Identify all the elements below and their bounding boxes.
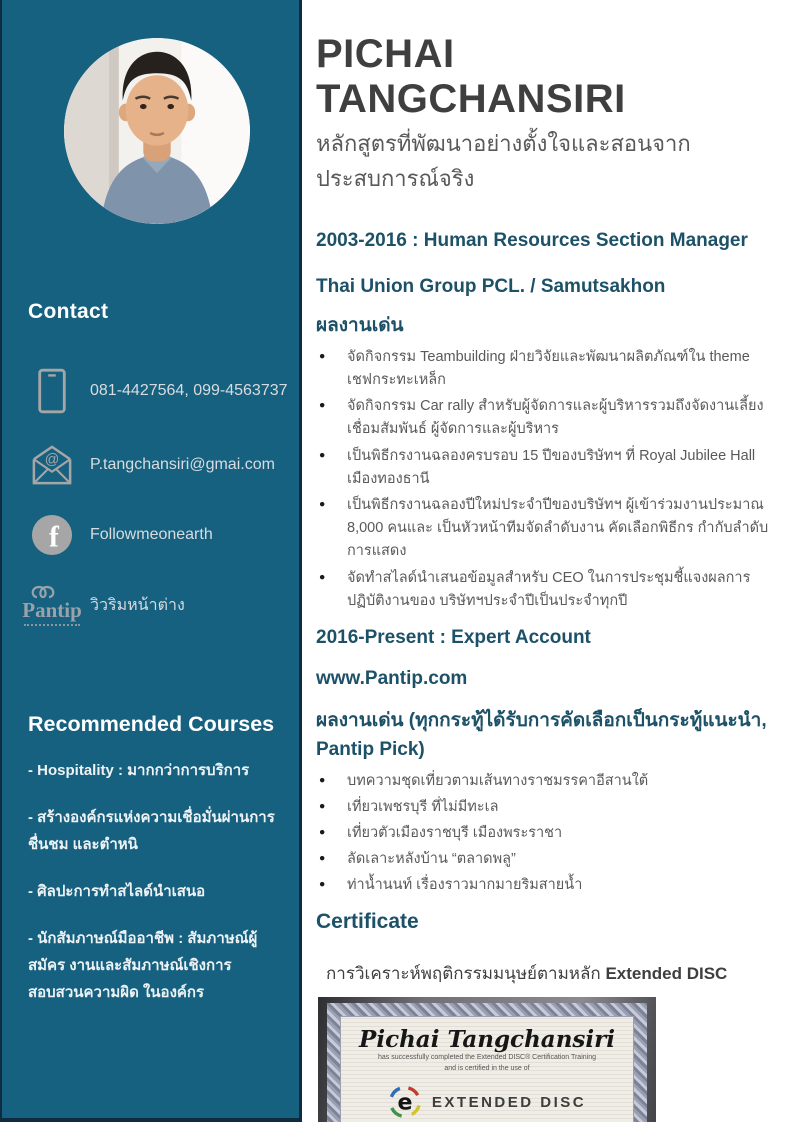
facebook-handle: Followmeonearth bbox=[90, 526, 213, 543]
contact-pantip-row bbox=[22, 584, 299, 626]
facebook-icon bbox=[28, 514, 76, 556]
pantip-logo-word: Pantip bbox=[22, 598, 82, 622]
job2-title: 2016-Present : Expert Account bbox=[316, 626, 591, 648]
contact-phone-row bbox=[28, 366, 299, 416]
job1-company: Thai Union Group PCL. / Samutsakhon bbox=[316, 276, 666, 298]
pantip-logo-tagline bbox=[24, 624, 80, 626]
certificate-recipient-name: Pichai Tangchansiri bbox=[359, 1026, 615, 1054]
pantip-handle: วิวริมหน้าต่าง bbox=[90, 596, 185, 614]
course-item: - Hospitality : มากกว่าการบริการ bbox=[28, 762, 250, 779]
job1-title: 2003-2016 : Human Resources Section Manager bbox=[316, 229, 748, 251]
contact-title: Contact bbox=[28, 300, 109, 323]
email-icon bbox=[28, 444, 76, 486]
bullet-item: ● ท่าน้ำนนท์ เรื่องราวมากมายริมสายน้ำ bbox=[316, 874, 770, 897]
extended-disc-logo-row bbox=[341, 1085, 633, 1119]
bullet-item: ● บทความชุดเที่ยวตามเส้นทางราชมรรคาอีสานใต้ bbox=[316, 770, 770, 793]
bullet-item: ● เป็นพิธีกรงานฉลองครบรอบ 15 ปีของบริษัทฯ ที่ Royal Jubilee Hall เมืองทองธานี bbox=[316, 445, 770, 491]
sidebar bbox=[0, 0, 302, 1122]
course-item: - ศิลปะการทำสไลด์นำเสนอ bbox=[28, 883, 206, 900]
course-item: - สร้างองค์กรแห่งความเชื่อมั่นผ่านการชื่นชม และตำหนิ bbox=[28, 809, 275, 853]
avatar bbox=[64, 38, 250, 224]
profile-photo bbox=[64, 38, 250, 224]
certificate-description-th: การวิเคราะห์พฤติกรรมมนุษย์ตามหลัก bbox=[326, 964, 601, 984]
phone-icon bbox=[28, 366, 76, 416]
certificate-line1: has successfully completed the Extended DISC® Certification Training bbox=[378, 1054, 596, 1062]
courses-title: Recommended Courses bbox=[28, 712, 275, 736]
extended-disc-logo-text: EXTENDED DISC bbox=[431, 1093, 587, 1111]
bullet-item: ● เป็นพิธีกรงานฉลองปีใหม่ประจำปีของบริษัทฯ ผู้เข้าร่วมงานประมาณ 8,000 คนและ เป็นหัวหน้าทีมจัดลำดับงาน คัดเลือกพิธีกร กำกับลำดับการแสดง bbox=[316, 494, 770, 564]
svg-text:e: e bbox=[397, 1089, 413, 1116]
job2-works-label: ผลงานเด่น (ทุกกระทู้ได้รับการคัดเลือกเป็นกระทู้แนะนำ, Pantip Pick) bbox=[316, 709, 767, 761]
bullet-item: ● เที่ยวตัวเมืองราชบุรี เมืองพระราชา bbox=[316, 822, 770, 845]
certificate-image bbox=[318, 997, 656, 1122]
page-title: PICHAI TANGCHANSIRI bbox=[316, 32, 626, 121]
main-content bbox=[302, 0, 794, 1122]
bullet-item: ● เที่ยวเพชรบุรี ที่ไม่มีทะเล bbox=[316, 796, 770, 819]
certificate-description bbox=[326, 960, 770, 987]
svg-text:@: @ bbox=[44, 452, 60, 469]
bullet-item: ● จัดกิจกรรม Car rally สำหรับผู้จัดการและผู้บริหารรวมถึงจัดงานเลี้ยงเชื่อมสัมพันธ์ ผู้จัดการและผู้บริหาร bbox=[316, 395, 770, 441]
certificate-description-en: Extended DISC bbox=[605, 964, 728, 984]
bullet-item: ● จัดทำสไลด์นำเสนอข้อมูลสำหรับ CEO ในการประชุมชี้แจงผลการปฏิบัติงานของ บริษัทฯประจำปีเป็นประจำทุกปี bbox=[316, 567, 770, 613]
svg-text:f: f bbox=[48, 521, 59, 554]
phone-numbers: 081-4427564, 099-4563737 bbox=[90, 382, 288, 399]
course-item: - นักสัมภาษณ์มืออาชีพ : สัมภาษณ์ผู้สมัคร งานและสัมภาษณ์เชิงการสอบสวนความผิด ในองค์กร bbox=[28, 930, 258, 1001]
contact-facebook-row bbox=[28, 514, 299, 556]
email-address: P.tangchansiri@gmai.com bbox=[90, 456, 275, 473]
bullet-item: ● จัดกิจกรรม Teambuilding ฝ่ายวิจัยและพัฒนาผลิตภัณฑ์ใน theme เชฟกระทะเหล็ก bbox=[316, 346, 770, 392]
contact-email-row bbox=[28, 444, 299, 486]
certificate-ornate-border bbox=[327, 1003, 647, 1122]
tagline: หลักสูตรที่พัฒนาอย่างตั้งใจและสอนจากประสบการณ์จริง bbox=[316, 130, 691, 191]
job1-works-label: ผลงานเด่น bbox=[316, 315, 404, 337]
job2-bullet-list bbox=[316, 770, 770, 898]
extended-disc-logo-icon bbox=[388, 1085, 422, 1119]
job2-site: www.Pantip.com bbox=[316, 668, 468, 690]
certificate-line2: and is certified in the use of bbox=[444, 1064, 530, 1072]
certificate-title: Certificate bbox=[316, 909, 419, 933]
job1-bullet-list bbox=[316, 346, 770, 613]
bullet-item: ● ลัดเลาะหลังบ้าน “ตลาดพลู” bbox=[316, 848, 770, 871]
pantip-icon bbox=[22, 584, 82, 626]
certificate-paper bbox=[340, 1016, 634, 1122]
